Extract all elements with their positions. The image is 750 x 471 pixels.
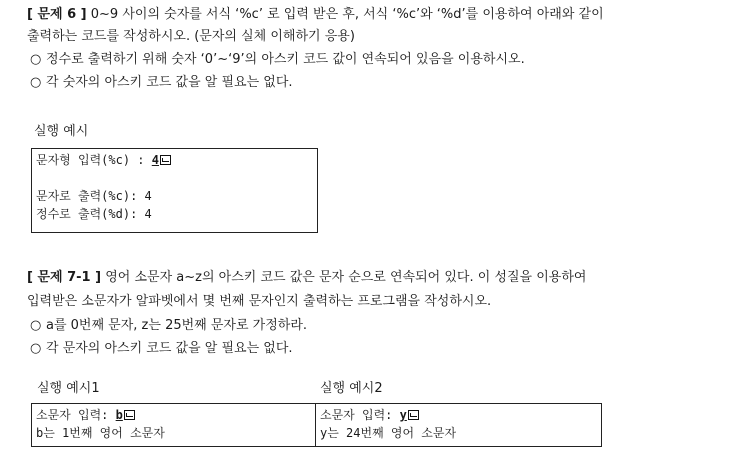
- problem6-bullet2: ○ 각 숫자의 아스키 코드 값을 알 필요는 없다.: [30, 75, 293, 90]
- example-divider: [315, 404, 316, 446]
- problem71-line2: 입력받은 소문자가 알파벳에서 몇 번째 문자인지 출력하는 프로그램을 작성하시오.: [27, 294, 492, 309]
- example-line-char: 문자로 출력(%c): 4: [36, 189, 152, 203]
- problem71-example2-label: 실행 예시2: [320, 381, 383, 396]
- example2-input-line: 소문자 입력: y: [320, 406, 456, 424]
- bullet-circle-icon: ○: [30, 318, 42, 333]
- enter-key-icon: [408, 410, 419, 420]
- problem6-line1: [27, 6, 604, 24]
- example1-output-line: b는 1번째 영어 소문자: [36, 426, 165, 440]
- problem6-line1-text: 0~9 사이의 숫자를 서식 ‘%c’ 로 입력 받은 후, 서식 ‘%c’와 ‘%d’를 이용하여 아래와 같이: [86, 7, 604, 22]
- problem71-tag: [ 문제 7-1 ]: [27, 270, 102, 285]
- problem71-example-box: [31, 403, 602, 447]
- problem6-line2: 출력하는 코드를 작성하시오. (문자의 실체 이해하기 응용): [27, 29, 355, 44]
- problem6-tag: [ 문제 6 ]: [27, 7, 87, 22]
- bullet-circle-icon: ○: [30, 75, 42, 90]
- problem71-bullet2: ○ 각 문자의 아스키 코드 값을 알 필요는 없다.: [30, 341, 293, 356]
- problem71-line1-text: 영어 소문자 a~z의 아스키 코드 값은 문자 순으로 연속되어 있다. 이 성질을 이용하여: [101, 270, 587, 285]
- problem6-example-box: [31, 148, 318, 233]
- example1-cell: [36, 406, 165, 442]
- problem6-example-label: 실행 예시: [34, 124, 89, 139]
- example-line-input: 문자형 입력(%c) : 4: [36, 151, 313, 169]
- problem71-bullet1: ○ a를 0번째 문자, z는 25번째 문자로 가정하라.: [30, 318, 308, 333]
- example2-output-line: y는 24번째 영어 소문자: [320, 426, 457, 440]
- problem71-example1-label: 실행 예시1: [37, 381, 100, 396]
- enter-key-icon: [160, 155, 171, 165]
- problem71-line1: [27, 269, 586, 287]
- enter-key-icon: [124, 410, 135, 420]
- problem6-bullet1: ○ 정수로 출력하기 위해 숫자 ‘0’~‘9’의 아스키 코드 값이 연속되어 있음을 이용하시오.: [30, 52, 525, 67]
- bullet-circle-icon: ○: [30, 52, 42, 67]
- bullet-circle-icon: ○: [30, 341, 42, 356]
- example-line-int: 정수로 출력(%d): 4: [36, 207, 152, 221]
- example1-input-line: 소문자 입력: b: [36, 406, 165, 424]
- example2-cell: [320, 406, 456, 442]
